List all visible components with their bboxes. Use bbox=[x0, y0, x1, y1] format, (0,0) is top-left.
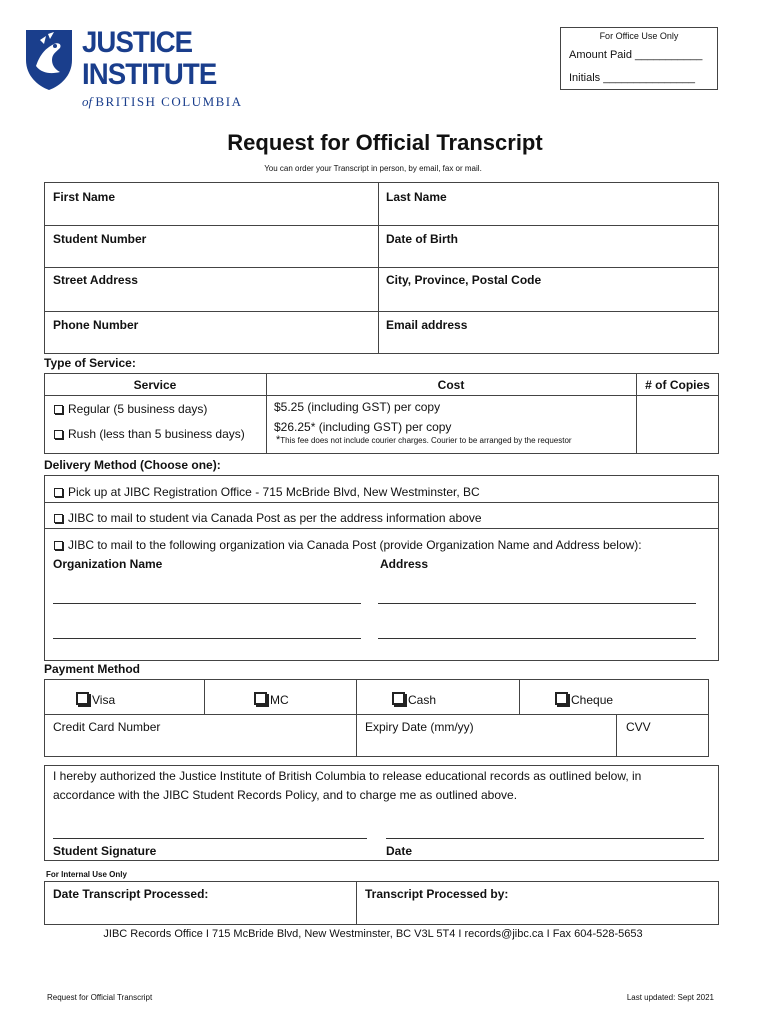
logo-institute: INSTITUTE bbox=[82, 58, 217, 91]
signature-date-label: Date bbox=[386, 844, 413, 858]
service-regular-option[interactable] bbox=[54, 402, 207, 416]
delivery-mail-org-option[interactable] bbox=[54, 538, 642, 552]
logo-justice: JUSTICE bbox=[82, 26, 193, 59]
address-label: Address bbox=[380, 557, 429, 571]
jibc-crest-icon bbox=[22, 26, 76, 92]
cash-label: Cash bbox=[408, 693, 437, 707]
organization-name-label: Organization Name bbox=[53, 557, 163, 571]
delivery-heading: Delivery Method (Choose one): bbox=[44, 458, 221, 472]
payment-cheque-option[interactable] bbox=[555, 692, 613, 707]
office-use-title: For Office Use Only bbox=[599, 31, 679, 41]
student-number-field[interactable]: Student Number bbox=[53, 232, 147, 246]
checkbox-icon[interactable] bbox=[54, 430, 63, 439]
footer-doc-title: Request for Official Transcript bbox=[47, 993, 153, 1002]
delivery-pickup-option[interactable] bbox=[54, 485, 480, 499]
note-asterisk: * bbox=[276, 434, 281, 446]
checkbox-icon[interactable] bbox=[392, 692, 405, 705]
payment-mc-option[interactable] bbox=[254, 692, 289, 707]
payment-cash-option[interactable] bbox=[392, 692, 436, 707]
mc-label: MC bbox=[270, 693, 289, 707]
footer-updated: Last updated: Sept 2021 bbox=[626, 993, 714, 1002]
page-title: Request for Official Transcript bbox=[227, 130, 543, 155]
transcript-processed-by-field[interactable]: Transcript Processed by: bbox=[365, 887, 509, 901]
logo-bc: BRITISH COLUMBIA bbox=[95, 94, 243, 109]
office-use-box bbox=[560, 27, 718, 90]
org-name-line-1[interactable] bbox=[53, 603, 361, 604]
delivery-mail-org-label: JIBC to mail to the following organization via Canada Post (provide Organization Name and Address below): bbox=[68, 538, 642, 552]
cost-rush: $26.25* (including GST) per copy bbox=[274, 420, 452, 434]
checkbox-icon[interactable] bbox=[555, 692, 568, 705]
service-regular-label: Regular (5 business days) bbox=[68, 402, 208, 416]
first-name-field[interactable]: First Name bbox=[53, 190, 116, 204]
date-line[interactable] bbox=[386, 838, 704, 839]
address-line-2[interactable] bbox=[378, 638, 696, 639]
service-rush-option[interactable] bbox=[54, 427, 245, 441]
service-col-header: Service bbox=[133, 378, 177, 392]
checkbox-icon[interactable] bbox=[76, 692, 89, 705]
contact-info: JIBC Records Office I 715 McBride Blvd, New Westminster, BC V3L 5T4 I records@jibc.ca I Fax 604-528-5653 bbox=[103, 928, 643, 940]
delivery-mail-student-label: JIBC to mail to student via Canada Post as per the address information above bbox=[68, 511, 482, 525]
checkbox-icon[interactable] bbox=[54, 541, 63, 550]
delivery-pickup-label: Pick up at JIBC Registration Office - 715 McBride Blvd, New Westminster, BC bbox=[68, 485, 480, 499]
cheque-label: Cheque bbox=[571, 693, 614, 707]
city-province-postal-field[interactable]: City, Province, Postal Code bbox=[386, 273, 542, 287]
student-signature-label: Student Signature bbox=[53, 844, 157, 858]
personal-info-grid bbox=[44, 182, 719, 354]
date-of-birth-field[interactable]: Date of Birth bbox=[386, 232, 458, 246]
credit-card-number-field[interactable]: Credit Card Number bbox=[53, 720, 161, 734]
cost-regular: $5.25 (including GST) per copy bbox=[274, 400, 441, 414]
visa-label: Visa bbox=[92, 693, 116, 707]
checkbox-icon[interactable] bbox=[254, 692, 267, 705]
checkbox-icon[interactable] bbox=[54, 488, 63, 497]
delivery-mail-student-option[interactable] bbox=[54, 511, 482, 525]
payment-visa-option[interactable] bbox=[76, 692, 115, 707]
note-text: This fee does not include courier charges. Courier to be arranged by the requestor bbox=[280, 436, 572, 445]
last-name-field[interactable]: Last Name bbox=[386, 190, 447, 204]
logo bbox=[22, 26, 262, 111]
copies-col-header: # of Copies bbox=[645, 378, 710, 392]
page-subtitle: You can order your Transcript in person, by email, fax or mail. bbox=[264, 164, 482, 173]
org-name-line-2[interactable] bbox=[53, 638, 361, 639]
logo-of: of bbox=[82, 94, 93, 109]
street-address-field[interactable]: Street Address bbox=[53, 273, 138, 287]
cvv-field[interactable]: CVV bbox=[626, 720, 651, 734]
cost-col-header: Cost bbox=[437, 378, 465, 392]
service-rush-label: Rush (less than 5 business days) bbox=[68, 427, 245, 441]
payment-table bbox=[44, 679, 709, 757]
address-line-1[interactable] bbox=[378, 603, 696, 604]
initials[interactable]: Initials _______________ bbox=[569, 72, 696, 84]
checkbox-icon[interactable] bbox=[54, 405, 63, 414]
internal-use-heading: For Internal Use Only bbox=[46, 870, 127, 879]
authorization-text-1: I hereby authorized the Justice Institute of British Columbia to release educational records as outlined below, in bbox=[53, 769, 642, 783]
email-address-field[interactable]: Email address bbox=[386, 318, 468, 332]
expiry-date-field[interactable]: Expiry Date (mm/yy) bbox=[365, 720, 474, 734]
date-transcript-processed-field[interactable]: Date Transcript Processed: bbox=[53, 887, 209, 901]
phone-number-field[interactable]: Phone Number bbox=[53, 318, 139, 332]
service-heading: Type of Service: bbox=[44, 356, 136, 370]
payment-heading: Payment Method bbox=[44, 662, 141, 676]
amount-paid[interactable]: Amount Paid ___________ bbox=[569, 49, 703, 61]
checkbox-icon[interactable] bbox=[54, 514, 63, 523]
authorization-text-2: accordance with the JIBC Student Records Policy, and to charge me as outlined above. bbox=[53, 788, 518, 802]
courier-note bbox=[276, 434, 572, 446]
signature-line[interactable] bbox=[53, 838, 367, 839]
